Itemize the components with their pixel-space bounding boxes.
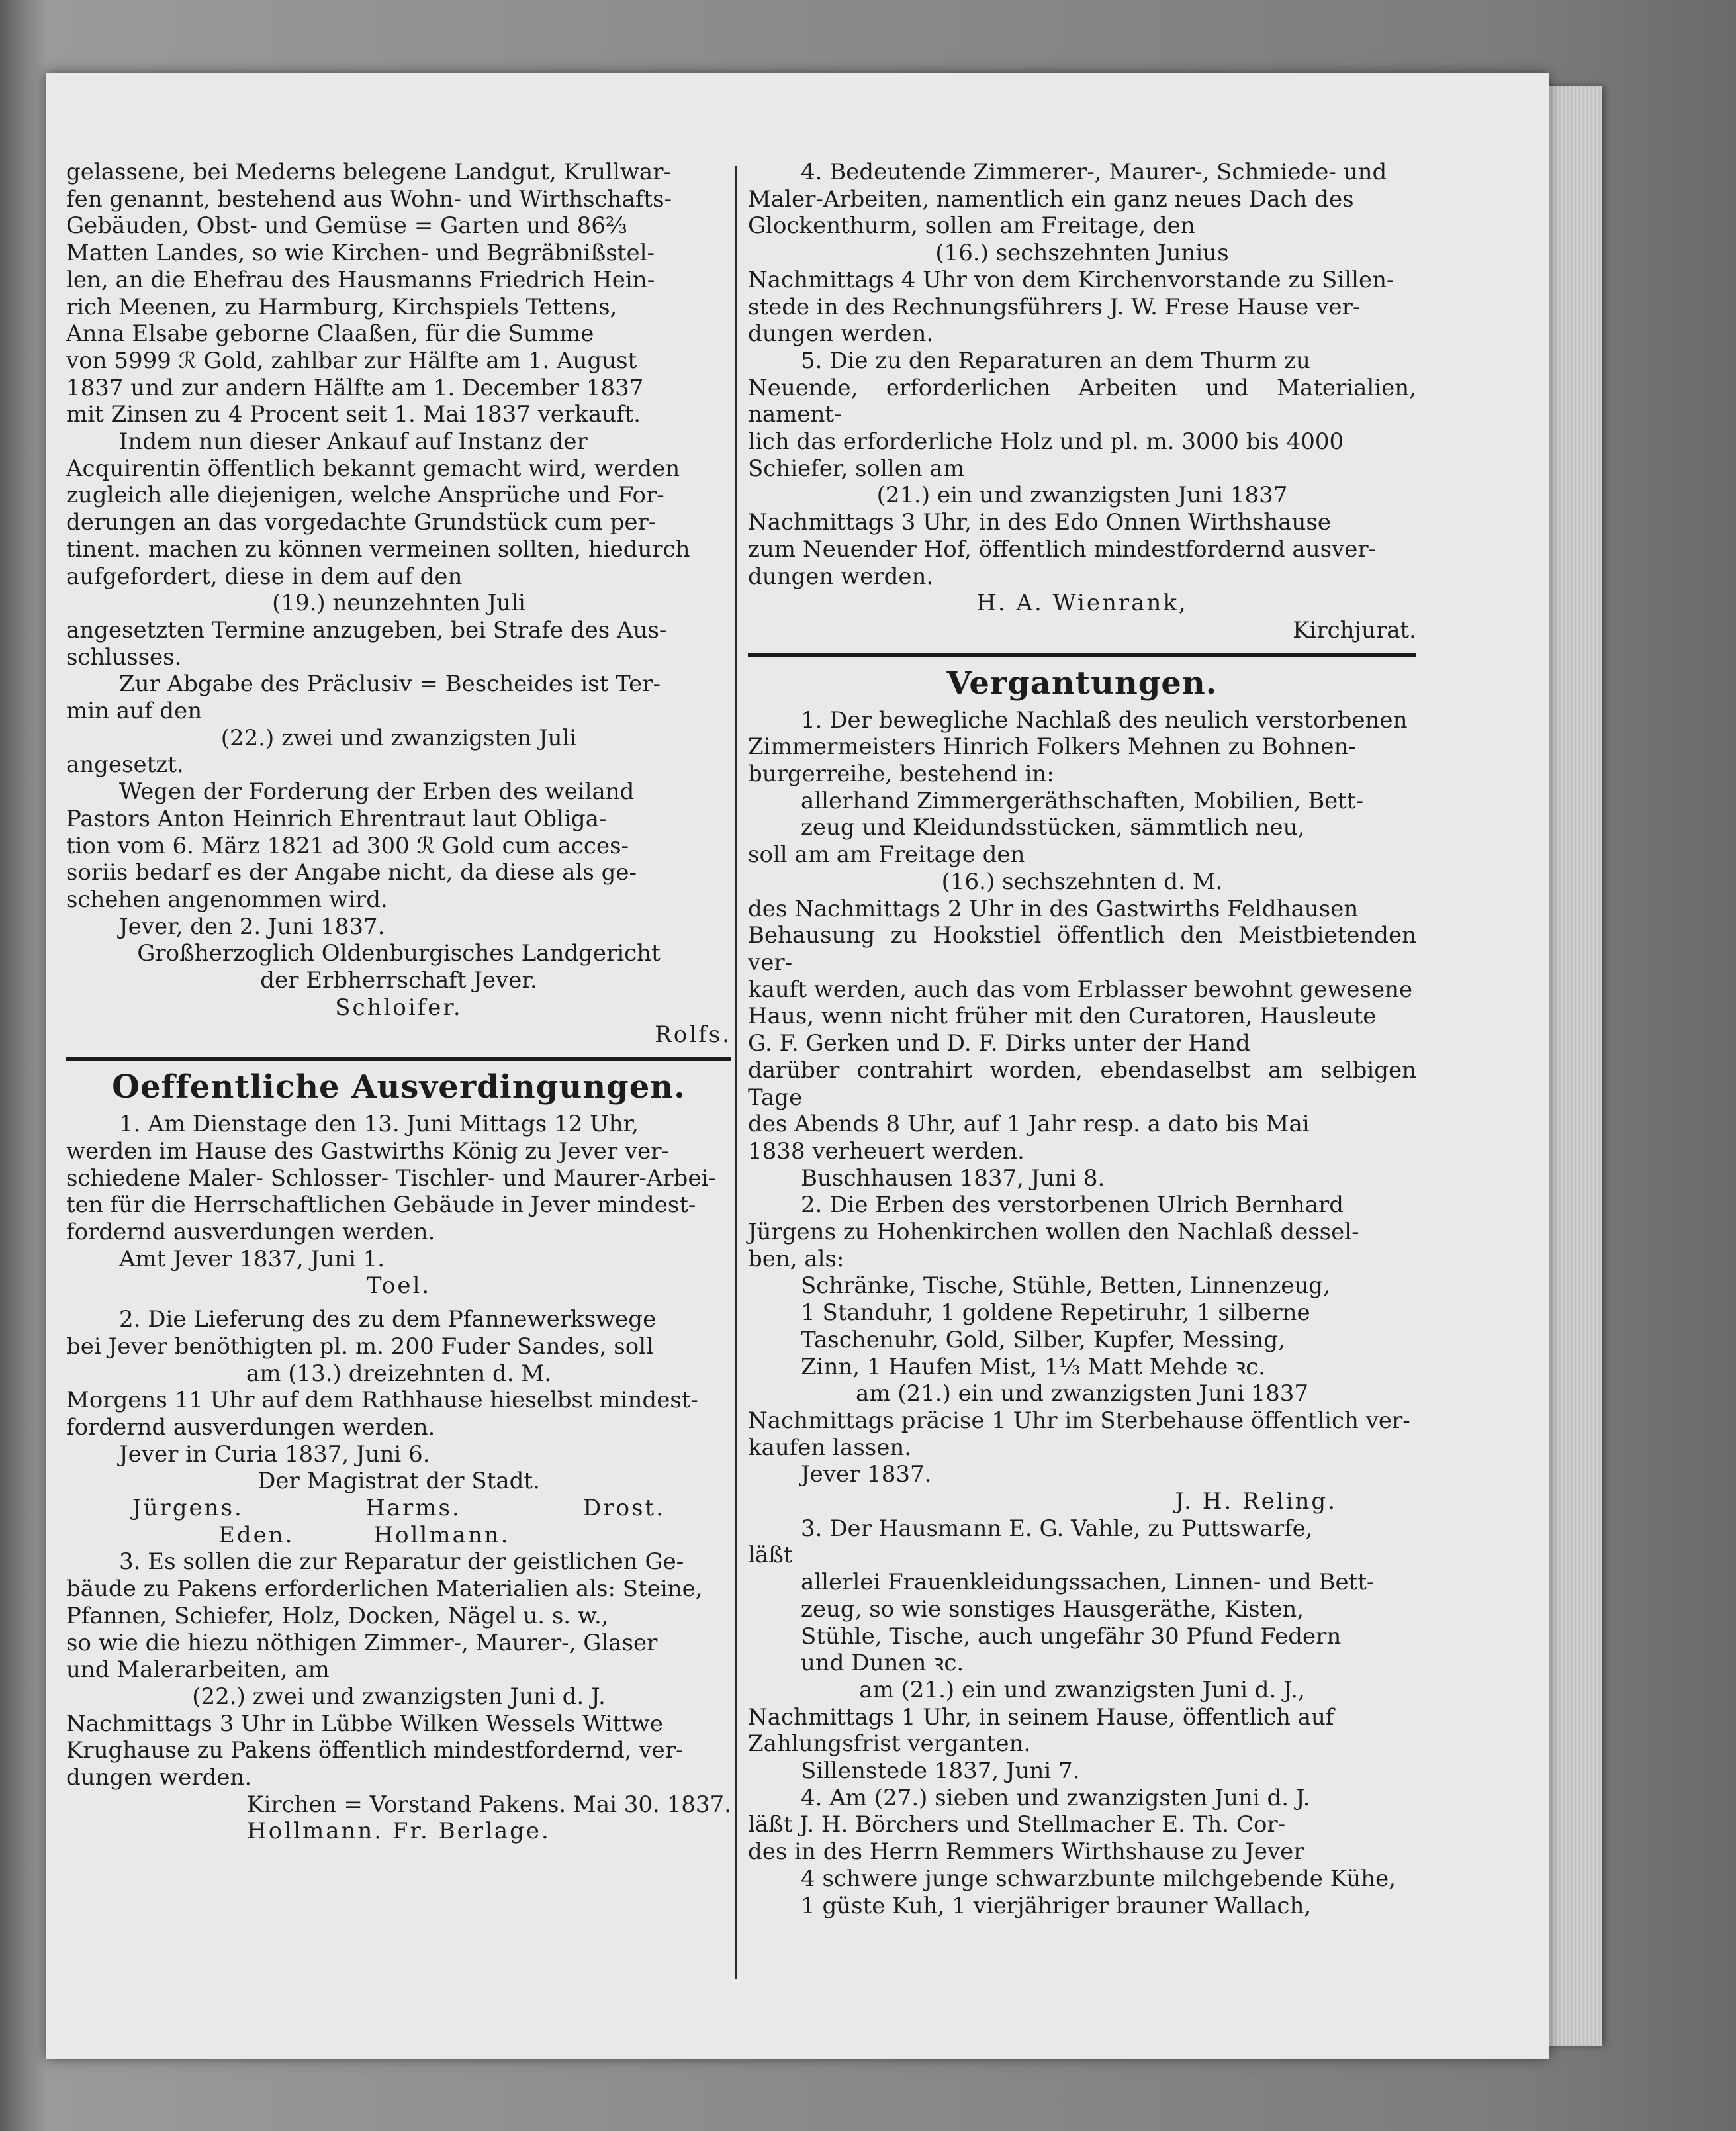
text-line: Nachmittags präcise 1 Uhr im Sterbehause öffentlich ver- bbox=[748, 1407, 1410, 1434]
item-list-line: allerlei Frauenkleidungssachen, Linnen- und Bett- bbox=[801, 1569, 1375, 1596]
signature: Eden. bbox=[218, 1521, 295, 1548]
text-line: lich das erforderliche Holz und pl. m. 3000 bis 4000 bbox=[748, 428, 1344, 455]
text-line: mit Zinsen zu 4 Procent seit 1. Mai 1837 verkauft. bbox=[66, 401, 641, 428]
court-name: Großherzoglich Oldenburgisches Landgericht bbox=[137, 940, 661, 967]
section-rule bbox=[66, 1057, 731, 1061]
text-line: schlusses. bbox=[66, 643, 182, 671]
section-heading: Vergantungen. bbox=[946, 664, 1218, 702]
text-line: tion vom 6. März 1821 ad 300 ℛ Gold cum acces- bbox=[66, 832, 629, 859]
term-date: (21.) ein und zwanzigsten Juni 1837 bbox=[876, 482, 1288, 509]
text-line: Jürgens zu Hohenkirchen wollen den Nachlaß dessel- bbox=[748, 1219, 1359, 1246]
text-line: von 5999 ℛ Gold, zahlbar zur Hälfte am 1. August bbox=[66, 347, 637, 374]
text-line: Neuende, erforderlichen Arbeiten und Materialien, nament- bbox=[748, 374, 1416, 428]
text-line: dungen werden. bbox=[748, 563, 934, 590]
signature: J. H. Reling. bbox=[1175, 1488, 1337, 1515]
text-line: 3. Der Hausmann E. G. Vahle, zu Puttswarfe, bbox=[801, 1515, 1313, 1542]
text-line: schehen angenommen wird. bbox=[66, 886, 388, 913]
text-line: zugleich alle diejenigen, welche Ansprüche und For- bbox=[66, 482, 664, 509]
notice-vergantung-3 bbox=[748, 1515, 1416, 1785]
text-line: rich Meenen, zu Harmburg, Kirchspiels Tettens, bbox=[66, 293, 617, 320]
signature: Hollmann. bbox=[373, 1521, 510, 1548]
court-name: der Erbherrschaft Jever. bbox=[260, 967, 537, 994]
text-line: 2. Die Lieferung des zu dem Pfannewerkswege bbox=[119, 1306, 657, 1333]
left-column bbox=[66, 159, 731, 1845]
text-line: Pastors Anton Heinrich Ehrentraut laut Obliga- bbox=[66, 805, 607, 832]
text-line: des Abends 8 Uhr, auf 1 Jahr resp. a dato bis Mai bbox=[748, 1111, 1310, 1138]
text-line: soriis bedarf es der Angabe nicht, da diese als ge- bbox=[66, 859, 637, 886]
section-rule bbox=[748, 653, 1416, 657]
term-date: am (21.) ein und zwanzigsten Juni d. J., bbox=[859, 1676, 1305, 1703]
text-line: 4. Bedeutende Zimmerer-, Maurer-, Schmiede- und bbox=[801, 159, 1387, 185]
item-list-line: Taschenuhr, Gold, Silber, Kupfer, Messing, bbox=[801, 1326, 1285, 1353]
text-line: 1. Der bewegliche Nachlaß des neulich verstorbenen bbox=[801, 706, 1408, 734]
text-line: 3. Es sollen die zur Reparatur der geistlichen Ge- bbox=[119, 1548, 684, 1576]
text-line: derungen an das vorgedachte Grundstück cum per- bbox=[66, 509, 657, 536]
text-line: dungen werden. bbox=[748, 320, 934, 348]
text-line: burgerreihe, bestehend in: bbox=[748, 761, 1054, 788]
item-list-line: zeug, so wie sonstiges Hausgeräthe, Kisten, bbox=[801, 1595, 1304, 1623]
text-line: ten für die Herrschaftlichen Gebäude in Jever mindest- bbox=[66, 1192, 696, 1219]
text-line: dungen werden. bbox=[66, 1764, 252, 1791]
text-line: läßt bbox=[748, 1542, 793, 1569]
right-column bbox=[748, 159, 1416, 1919]
text-line: so wie die hiezu nöthigen Zimmer-, Maurer-, Glaser bbox=[66, 1629, 658, 1656]
place-date: Jever 1837. bbox=[801, 1461, 932, 1488]
text-line: angesetzt. bbox=[66, 751, 184, 779]
signature-title: Kirchjurat. bbox=[1293, 616, 1416, 643]
term-date: (22.) zwei und zwanzigsten Juli bbox=[220, 724, 577, 751]
text-line: fen genannt, bestehend aus Wohn- und Wirthschafts- bbox=[66, 185, 672, 213]
text-line: 2. Die Erben des verstorbenen Ulrich Bernhard bbox=[801, 1192, 1344, 1219]
text-line: 1837 und zur andern Hälfte am 1. December 1837 bbox=[66, 374, 644, 401]
text-line: Haus, wenn nicht früher mit den Curatoren, Hausleute bbox=[748, 1003, 1377, 1030]
text-line: len, an die Ehefrau des Hausmanns Friedrich Hein- bbox=[66, 266, 655, 293]
text-line: Zimmermeisters Hinrich Folkers Mehnen zu Bohnen- bbox=[748, 734, 1356, 761]
signature: H. A. Wienrank, bbox=[976, 590, 1188, 617]
signature: Drost. bbox=[583, 1495, 665, 1522]
place-date: Buschhausen 1837, Juni 8. bbox=[801, 1164, 1105, 1192]
term-date: am (13.) dreizehnten d. M. bbox=[246, 1360, 552, 1387]
text-line: Zahlungsfrist verganten. bbox=[748, 1730, 1031, 1758]
section-heading: Oeffentliche Ausverdingungen. bbox=[112, 1068, 686, 1106]
signature: Harms. bbox=[365, 1495, 461, 1522]
text-line: Glockenthurm, sollen am Freitage, den bbox=[748, 213, 1195, 240]
item-list-line: allerhand Zimmergeräthschaften, Mobilien, Bett- bbox=[801, 787, 1364, 814]
text-line: kauft werden, auch das vom Erblasser bewohnt gewesene bbox=[748, 976, 1413, 1003]
place-date: Amt Jever 1837, Juni 1. bbox=[119, 1245, 385, 1272]
text-line: Gebäuden, Obst- und Gemüse = Garten und 86⅔ bbox=[66, 213, 627, 240]
item-list-line: und Dunen ꝛc. bbox=[801, 1650, 964, 1677]
item-list-line: zeug und Kleidundsstücken, sämmtlich neu, bbox=[801, 814, 1305, 841]
item-list-line: 1 Standuhr, 1 goldene Repetiruhr, 1 silberne bbox=[801, 1300, 1310, 1327]
text-line: min auf den bbox=[66, 698, 203, 725]
text-line: ben, als: bbox=[748, 1245, 845, 1272]
text-line: tinent. machen zu können vermeinen sollten, hiedurch bbox=[66, 536, 690, 563]
text-line: 4. Am (27.) sieben und zwanzigsten Juni d. J. bbox=[801, 1784, 1310, 1811]
authority-name: Der Magistrat der Stadt. bbox=[257, 1468, 540, 1495]
signature: Rolfs. bbox=[655, 1021, 731, 1048]
notice-vergantung-1 bbox=[748, 707, 1416, 1192]
notice-ausverdingung-3 bbox=[66, 1548, 731, 1845]
newspaper-page bbox=[46, 73, 1549, 2059]
text-line: G. F. Gerken und D. F. Dirks unter der Hand bbox=[748, 1030, 1250, 1057]
place-date: Kirchen = Vorstand Pakens. Mai 30. 1837. bbox=[247, 1791, 731, 1818]
item-list-line: 4 schwere junge schwarzbunte milchgebende Kühe, bbox=[801, 1865, 1396, 1892]
signature: Toel. bbox=[366, 1272, 432, 1300]
signature-row bbox=[66, 1495, 731, 1522]
text-line: 1. Am Dienstage den 13. Juni Mittags 12 Uhr, bbox=[119, 1111, 639, 1138]
text-line: Matten Landes, so wie Kirchen- und Begräbnißstel- bbox=[66, 240, 655, 267]
text-line: fordernd ausverdungen werden. bbox=[66, 1219, 435, 1246]
text-line: des in des Herrn Remmers Wirthshause zu Jever bbox=[748, 1838, 1304, 1866]
place-date: Sillenstede 1837, Juni 7. bbox=[801, 1758, 1080, 1785]
book-page-edges bbox=[1542, 86, 1602, 2046]
text-line: und Malerarbeiten, am bbox=[66, 1656, 330, 1683]
notice-vergantung-4 bbox=[748, 1785, 1416, 1920]
place-date: Jever in Curia 1837, Juni 6. bbox=[119, 1441, 430, 1468]
item-list-line: Schränke, Tische, Stühle, Betten, Linnenzeug, bbox=[801, 1272, 1330, 1300]
term-date: (19.) neunzehnten Juli bbox=[272, 590, 525, 617]
text-line: Nachmittags 4 Uhr von dem Kirchenvorstande zu Sillen- bbox=[748, 266, 1394, 293]
notice-ausverdingung-2 bbox=[66, 1306, 731, 1548]
term-date: (22.) zwei und zwanzigsten Juni d. J. bbox=[192, 1683, 606, 1710]
text-line: Schiefer, sollen am bbox=[748, 455, 965, 482]
term-date: (16.) sechszehnten d. M. bbox=[941, 868, 1223, 895]
notice-vergantung-2 bbox=[748, 1192, 1416, 1515]
notice-ausverdingung-1 bbox=[66, 1111, 731, 1300]
text-line: Krughause zu Pakens öffentlich mindestfordernd, ver- bbox=[66, 1737, 684, 1764]
item-list-line: Zinn, 1 Haufen Mist, 1⅓ Matt Mehde ꝛc. bbox=[801, 1353, 1266, 1380]
text-line: des Nachmittags 2 Uhr in des Gastwirths Feldhausen bbox=[748, 895, 1359, 922]
place-date: Jever, den 2. Juni 1837. bbox=[119, 913, 385, 940]
text-line: kaufen lassen. bbox=[748, 1434, 912, 1461]
term-date: (16.) sechszehnten Junius bbox=[935, 240, 1229, 267]
signature-row bbox=[66, 1522, 731, 1549]
text-line: Nachmittags 1 Uhr, in seinem Hause, öffentlich auf bbox=[748, 1703, 1334, 1730]
text-line: fordernd ausverdungen werden. bbox=[66, 1413, 435, 1441]
text-line: zum Neuender Hof, öffentlich mindestfordernd ausver- bbox=[748, 536, 1377, 563]
term-date: am (21.) ein und zwanzigsten Juni 1837 bbox=[855, 1380, 1309, 1407]
text-line: stede in des Rechnungsführers J. W. Frese Hause ver- bbox=[748, 293, 1361, 320]
text-line: Wegen der Forderung der Erben des weiland bbox=[119, 779, 635, 806]
text-line: läßt J. H. Börchers und Stellmacher E. Th. Cor- bbox=[748, 1811, 1286, 1838]
text-line: Indem nun dieser Ankauf auf Instanz der bbox=[119, 428, 588, 455]
text-line: Nachmittags 3 Uhr, in des Edo Onnen Wirthshause bbox=[748, 509, 1332, 536]
notice-landgut bbox=[66, 159, 731, 1048]
text-line: Behausung zu Hookstiel öffentlich den Meistbietenden ver- bbox=[748, 922, 1416, 976]
text-line: Acquirentin öffentlich bekannt gemacht wird, werden bbox=[66, 455, 680, 482]
item-list-line: Stühle, Tische, auch ungefähr 30 Pfund Federn bbox=[801, 1623, 1342, 1650]
signature: Schloifer. bbox=[335, 994, 463, 1021]
text-line: werden im Hause des Gastwirths König zu Jever ver- bbox=[66, 1137, 670, 1164]
text-line: schiedene Maler- Schlosser- Tischler- und Maurer-Arbei- bbox=[66, 1164, 716, 1192]
text-line: 5. Die zu den Reparaturen an dem Thurm zu bbox=[801, 347, 1310, 374]
text-line: 1838 verheuert werden. bbox=[748, 1137, 1025, 1164]
column-divider bbox=[735, 166, 737, 1979]
text-line: bei Jever benöthigten pl. m. 200 Fuder Sandes, soll bbox=[66, 1333, 653, 1360]
text-line: darüber contrahirt worden, ebendaselbst am selbigen Tage bbox=[748, 1057, 1416, 1111]
text-line: aufgefordert, diese in dem auf den bbox=[66, 563, 463, 590]
text-line: soll am am Freitage den bbox=[748, 841, 1025, 869]
text-line: gelassene, bei Mederns belegene Landgut, Krullwar- bbox=[66, 159, 671, 185]
text-line: angesetzten Termine anzugeben, bei Strafe des Aus- bbox=[66, 616, 667, 643]
text-line: bäude zu Pakens erforderlichen Materialien als: Steine, bbox=[66, 1576, 703, 1603]
text-line: Nachmittags 3 Uhr in Lübbe Wilken Wessels Wittwe bbox=[66, 1710, 663, 1737]
text-line: Anna Elsabe geborne Claaßen, für die Summe bbox=[66, 320, 594, 348]
signature: Hollmann. Fr. Berlage. bbox=[247, 1818, 551, 1845]
text-line: Maler-Arbeiten, namentlich ein ganz neues Dach des bbox=[748, 185, 1354, 213]
text-line: Morgens 11 Uhr auf dem Rathhause hieselbst mindest- bbox=[66, 1387, 698, 1414]
text-line: Pfannen, Schiefer, Holz, Docken, Nägel u. s. w., bbox=[66, 1602, 609, 1629]
notice-ausverdingung-4 bbox=[748, 159, 1416, 348]
notice-ausverdingung-5 bbox=[748, 348, 1416, 644]
item-list-line: 1 güste Kuh, 1 vierjähriger brauner Wallach, bbox=[801, 1892, 1312, 1919]
signature: Jürgens. bbox=[132, 1495, 244, 1522]
text-line: Zur Abgabe des Präclusiv = Bescheides ist Ter- bbox=[119, 671, 661, 698]
